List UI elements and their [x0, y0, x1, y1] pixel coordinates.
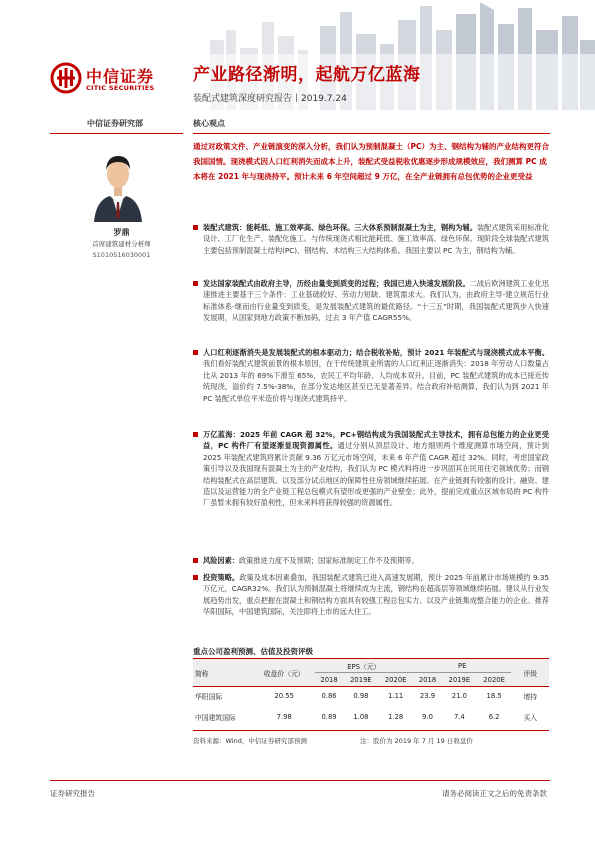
bullet-text: 二战后欧洲建筑工业化迅速推进主要基于三个条件：工业基础较好、劳动力短缺、建筑需求大。我们认为，由政府主导-建立规范行业标准体系-继而由行业量变到质变，是发展装配式建筑的最优路径。“十三五”时期，我国装配式建筑步入快速发展期，从国家到地方政策不断加码，过去 3 年产值 CAGR55%。 — [203, 279, 549, 323]
bullet-text: 政策及成本因素叠加，我国装配式建筑已进入高速发展期，预计 2025 年前累计市场规模约 9.35 万亿元，CAGR32%。我们认为预制混凝土将继续成为主流，钢结构在超高层等领域继续拓展。建议从行业发展趋势出发，重点把握在混凝土和钢结构方面具有较强工程总包实力、以及产业链集成整合能力的企业。推荐华阳国际，中国建筑国际，关注即将上市的远大住工。 — [203, 573, 549, 617]
list-item — [193, 555, 549, 566]
cell-name: 中国建筑国际 — [193, 705, 254, 731]
forecast-table — [193, 658, 549, 731]
citic-logo-icon — [50, 62, 82, 94]
cell-pe: 7.4 — [442, 705, 477, 731]
bullet-heading: 风险因素： — [203, 556, 239, 565]
table-note: 注：股价为 2019 年 7 月 19 日收盘价 — [360, 737, 473, 745]
core-summary: 通过对政策文件、产业链演变的深入分析，我们认为预制混凝土（PC）为主、钢结构为辅的产业结构更符合我国国情。现浇模式因人口红利消失而成本上升，装配式受益税收优惠逐步形成规模效应，我们测算 PC 成本将在 2021 年与现浇持平。预计未来 6 年空间超过 9 万亿，在全产业链拥有总包优势的企业更受益 — [193, 142, 549, 181]
col-header-year: 2019E — [350, 675, 372, 684]
col-header-name: 简称 — [193, 659, 254, 687]
cell-name: 华阳国际 — [193, 687, 254, 705]
analyst-license-id: S1010516030001 — [92, 251, 151, 259]
left-header-rule — [50, 133, 183, 134]
table-row — [193, 687, 549, 705]
cell-pe: 6.2 — [477, 705, 512, 731]
cell-pe: 18.5 — [477, 687, 512, 705]
cell-eps: 1.11 — [378, 687, 413, 705]
col-header-rating: 评级 — [511, 659, 549, 687]
col-header-eps: EPS（元） — [315, 659, 413, 673]
cell-rating: 买入 — [511, 705, 549, 731]
footer-disclaimer: 请务必阅读正文之后的免责条款 — [442, 789, 547, 798]
page-header — [0, 0, 595, 110]
logo-english-name: CITIC SECURITIES — [86, 84, 155, 92]
bullet-heading: 投资策略。 — [203, 573, 240, 582]
bullet-heading: 装配式建筑：能耗低、施工效率高、绿色环保。三大体系预制混凝土为主，钢构为辅。 — [203, 223, 477, 232]
bullet-square-icon — [193, 432, 198, 437]
bullet-heading: 人口红利逐渐消失是发展装配式的根本驱动力；结合税收补贴，预计 2021 年装配式与现浇模式成本平衡。 — [203, 348, 549, 357]
col-header-year: 2020E — [384, 675, 407, 684]
logo-chinese-name: 中信证券 — [86, 67, 155, 86]
cell-eps: 1.08 — [344, 705, 379, 731]
bullet-text: 我们看好装配式建筑前景的根本原因，在于传统建筑业所需的人口红利正逐渐消失：2018 年劳动人口数量占比从 2013 年的 69%下滑至 65%，农民工平均年龄、人均成本双升。目前，PC 装配式建筑的成本已接近传统现浇，溢价约 7.5%-38%，在部分发达地区甚至已无显著差异。结合政府补贴测算，我们认为到 2021 年 PC 装配式单位平米造价将与现浇式建筑持平。 — [203, 359, 549, 403]
col-header-price: 收盘价（元） — [254, 659, 315, 687]
footer-report-type: 证券研究报告 — [50, 789, 95, 798]
bullet-square-icon — [193, 558, 198, 563]
list-item — [193, 347, 549, 404]
list-item — [193, 278, 549, 324]
list-item — [193, 572, 549, 618]
cell-pe: 23.9 — [413, 687, 442, 705]
col-header-year: 2019E — [448, 675, 471, 684]
cell-rating: 增持 — [511, 687, 549, 705]
bullet-square-icon — [193, 225, 198, 230]
right-header-rule — [193, 133, 550, 134]
bullet-heading: 万亿蓝海：2025 年前 CAGR 超 32%，PC+钢结构成为我国装配式主导技术，拥有总包能力的企业更受益，PC 构件厂有望逐渐显现资源属性。 — [203, 430, 549, 451]
bullet-square-icon — [193, 281, 198, 286]
cell-price: 7.98 — [254, 705, 315, 731]
bullet-square-icon — [193, 575, 198, 580]
report-title: 产业路径渐明，起航万亿蓝海 — [193, 65, 421, 85]
cell-pe: 9.0 — [413, 705, 442, 731]
table-row — [193, 705, 549, 731]
footer-rule — [50, 780, 550, 781]
cell-eps: 0.98 — [344, 687, 379, 705]
bullet-text: 政策推进力度不及预期；国家标准制定工作不及预期等。 — [238, 556, 419, 565]
research-dept-label: 中信证券研究部 — [87, 119, 143, 128]
table-title: 重点公司盈利预测、估值及投资评级 — [193, 647, 313, 656]
citic-logo — [50, 62, 180, 96]
analyst-photo — [92, 144, 144, 222]
analyst-name: 罗鼎 — [113, 228, 130, 237]
bullet-heading: 发达国家装配式由政府主导，历经由量变到质变的过程；我国已进入快速发展阶段。 — [203, 279, 470, 288]
col-header-year: 2020E — [483, 675, 505, 684]
col-header-year: 2018 — [418, 675, 437, 684]
list-item — [193, 429, 549, 509]
core-view-heading: 核心观点 — [193, 119, 225, 128]
cell-price: 20.55 — [254, 687, 315, 705]
col-header-year: 2018 — [320, 675, 338, 684]
cell-eps: 0.89 — [315, 705, 344, 731]
bullet-text: 装配式建筑采用标准化设计、工厂化生产、装配化施工。与传统现浇式相比能耗低、施工效率高、绿色环保。现阶段全球装配式建筑主要包括预制混凝土结构(PC)、钢结构、木结构三大结构体系。我国主要以 PC 为主，钢结构为辅。 — [203, 223, 549, 255]
table-source: 资料来源：Wind，中信证券研究部预测 — [193, 737, 307, 745]
list-item — [193, 222, 549, 256]
cell-pe: 21.0 — [442, 687, 477, 705]
report-subtitle: 装配式建筑深度研究报告丨2019.7.24 — [193, 94, 347, 104]
bullet-square-icon — [193, 350, 198, 355]
analyst-title: 首席建筑建材分析师 — [92, 240, 151, 248]
col-header-pe: PE — [413, 659, 511, 673]
cell-eps: 0.86 — [315, 687, 344, 705]
bullet-text: 通过分别从顶层设计、地方细则两个维度测算市场空间，预计到 2025 年装配式建筑将累计贡献 9.36 万亿元市场空间，未来 6 年产值 CAGR 超过 32%。同时，考虑国家政策引导以及我国现有混凝土为主的产业结构，我们认为 PC 模式料将进一步巩固其在民用住宅领域优势；而钢结构装配式在高层建筑、以及部分试点地区的保障性住房领域继续拓展。在产业链拥有较强的设计、融资、建造以及运营能力的全产业链工程总包模式有望形成更强的产业壁垒；此外，提前完成重点区域布局的 PC 构件厂虽暂未拥有较好盈利性，但未来料将获得较强的资源属性。 — [203, 441, 549, 508]
cell-eps: 1.28 — [378, 705, 413, 731]
